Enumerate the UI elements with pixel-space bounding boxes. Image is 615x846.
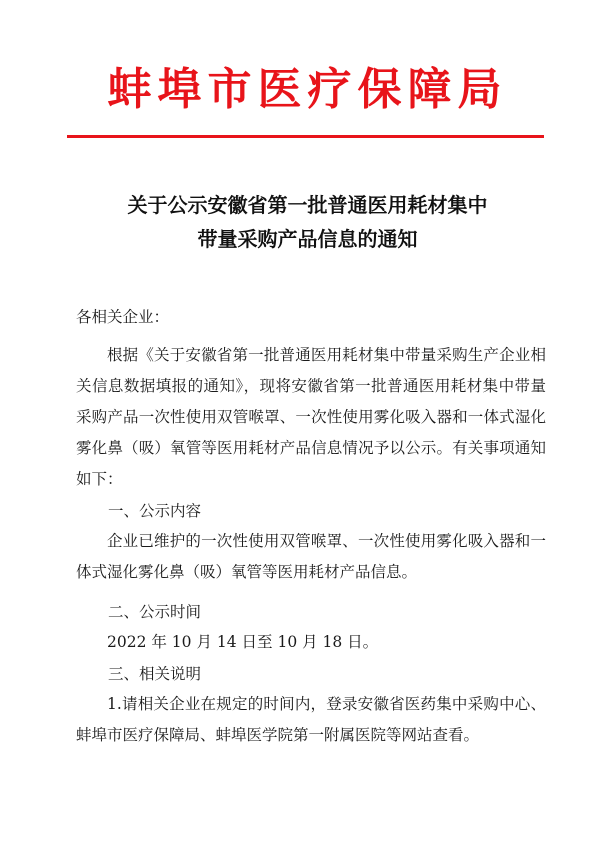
section-heading-3: 三、相关说明 bbox=[108, 665, 202, 683]
document-title-line-1: 关于公示安徽省第一批普通医用耗材集中 bbox=[127, 193, 488, 217]
document-title bbox=[0, 188, 615, 256]
intro-paragraph: 根据《关于安徽省第一批普通医用耗材集中带量采购生产企业相关信息数据填报的通知》，现将安徽省第一批普通医用耗材集中带量采购产品一次性使用双管喉罩、一次性使用雾化吸入器和一体式湿化雾化鼻（吸）氧管等医用耗材产品信息情况予以公示。有关事项通知如下： bbox=[76, 346, 546, 488]
section-heading-2: 二、公示时间 bbox=[108, 603, 202, 621]
salutation: 各相关企业： bbox=[76, 308, 170, 326]
section-1-body: 企业已维护的一次性使用双管喉罩、一次性使用雾化吸入器和一体式湿化雾化鼻（吸）氧管等医用耗材产品信息。 bbox=[76, 532, 546, 581]
document-title-line-2: 带量采购产品信息的通知 bbox=[197, 227, 418, 251]
section-3-body: 1.请相关企业在规定的时间内，登录安徽省医药集中采购中心、蚌埠市医疗保障局、蚌埠医学院第一附属医院等网站查看。 bbox=[76, 695, 546, 744]
masthead-org-name: 蚌埠市医疗保障局 bbox=[107, 64, 508, 115]
section-2-body: 2022 年 10 月 14 日至 10 月 18 日。 bbox=[107, 633, 379, 651]
masthead-red-rule bbox=[67, 135, 544, 138]
section-heading-1: 一、公示内容 bbox=[108, 502, 202, 520]
